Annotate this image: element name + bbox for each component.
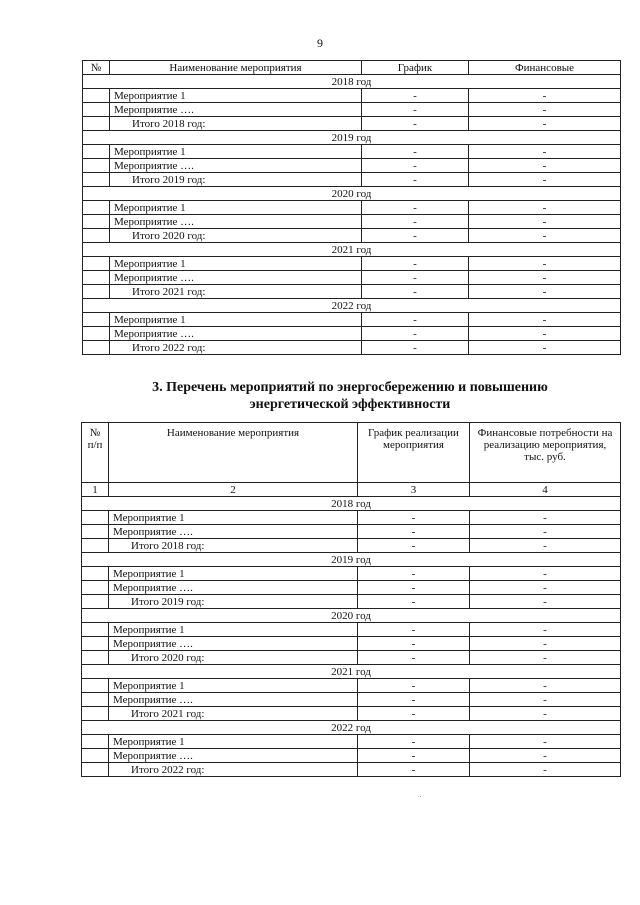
measure-name-cell: Итого 2018 год: [110,117,362,131]
measure-name-cell: Мероприятие 1 [110,201,362,215]
schedule-cell: - [358,735,470,749]
table-row [82,679,621,693]
page-number: 9 [317,36,323,50]
finance-cell: - [470,623,621,637]
schedule-cell: - [362,285,469,299]
year-label: 2018 год [82,497,621,511]
schedule-cell: - [362,341,469,355]
finance-cell: - [470,525,621,539]
finance-cell: - [470,763,621,777]
measure-name-cell: Мероприятие …. [110,159,362,173]
table-row [83,229,621,243]
measure-name-cell: Мероприятие 1 [110,145,362,159]
finance-cell: - [470,567,621,581]
year-row [83,243,621,257]
year-label: 2019 год [83,131,621,145]
schedule-cell: - [362,159,469,173]
table-row [82,735,621,749]
year-label: 2020 год [82,609,621,623]
finance-cell: - [470,637,621,651]
finance-cell: - [469,341,621,355]
col-number-2: 2 [109,483,358,497]
table-body [83,75,621,355]
col-name-header: Наименование мероприятия [110,61,362,75]
finance-cell: - [469,173,621,187]
row-number-cell [82,693,109,707]
schedule-cell: - [358,679,470,693]
measure-name-cell: Мероприятие 1 [109,623,358,637]
finance-cell: - [469,313,621,327]
col-finance-header: Финансовые [469,61,621,75]
finance-cell: - [469,89,621,103]
measure-name-cell: Итого 2022 год: [110,341,362,355]
measure-name-cell: Итого 2021 год: [110,285,362,299]
finance-cell: - [469,117,621,131]
row-number-cell [82,735,109,749]
measure-name-cell: Итого 2019 год: [109,595,358,609]
row-number-cell [83,271,110,285]
section-title-line1: 3. Перечень мероприятий по энергосбережению и повышению [152,380,548,395]
table-row [82,539,621,553]
schedule-cell: - [362,229,469,243]
table-row [83,341,621,355]
finance-cell: - [470,749,621,763]
finance-cell: - [469,145,621,159]
year-row [83,299,621,313]
finance-cell: - [470,511,621,525]
year-row [82,721,621,735]
row-number-cell [82,525,109,539]
measure-name-cell: Мероприятие …. [110,103,362,117]
row-number-cell [83,313,110,327]
table-row [82,581,621,595]
finance-cell: - [470,651,621,665]
table-row [83,313,621,327]
year-label: 2020 год [83,187,621,201]
finance-cell: - [470,693,621,707]
finance-cell: - [469,103,621,117]
scan-speck [420,796,421,797]
schedule-cell: - [358,707,470,721]
table-body [82,497,621,777]
schedule-cell: - [362,89,469,103]
row-number-cell [83,257,110,271]
table-row [83,215,621,229]
row-number-cell [82,679,109,693]
schedule-cell: - [358,595,470,609]
table-row [83,271,621,285]
schedule-cell: - [362,201,469,215]
section-title-line2: энергетической эффективности [249,397,451,412]
schedule-cell: - [362,257,469,271]
year-row [83,131,621,145]
measure-name-cell: Мероприятие …. [109,637,358,651]
energy-measures-table [81,422,621,777]
finance-cell: - [469,229,621,243]
measure-name-cell: Мероприятие 1 [110,313,362,327]
row-number-cell [82,651,109,665]
col-schedule-header: График реализации мероприятия [358,423,470,483]
finance-cell: - [469,257,621,271]
row-number-cell [83,215,110,229]
section-title [0,379,640,413]
measure-name-cell: Мероприятие 1 [109,679,358,693]
year-label: 2018 год [83,75,621,89]
schedule-cell: - [358,525,470,539]
schedule-cell: - [358,749,470,763]
measure-name-cell: Мероприятие 1 [109,735,358,749]
finance-cell: - [469,327,621,341]
measure-name-cell: Мероприятие …. [109,693,358,707]
measure-name-cell: Итого 2020 год: [109,651,358,665]
row-number-cell [83,117,110,131]
row-number-cell [83,89,110,103]
schedule-cell: - [358,693,470,707]
finance-cell: - [470,735,621,749]
measure-name-cell: Мероприятие 1 [109,511,358,525]
row-number-cell [83,159,110,173]
schedule-cell: - [362,173,469,187]
finance-cell: - [470,707,621,721]
schedule-cell: - [362,327,469,341]
table-row [82,763,621,777]
col-number-1: 1 [82,483,109,497]
measure-name-cell: Итого 2021 год: [109,707,358,721]
schedule-cell: - [358,567,470,581]
row-number-cell [83,229,110,243]
table-row [83,159,621,173]
row-number-cell [83,201,110,215]
row-number-cell [82,749,109,763]
row-number-cell [83,173,110,187]
schedule-cell: - [358,623,470,637]
table-header-row [83,61,621,75]
schedule-cell: - [362,117,469,131]
table-row [83,173,621,187]
row-number-cell [82,539,109,553]
table-row [82,511,621,525]
measure-name-cell: Итого 2018 год: [109,539,358,553]
col-schedule-header: График [362,61,469,75]
measure-name-cell: Мероприятие …. [110,215,362,229]
measure-name-cell: Итого 2019 год: [110,173,362,187]
schedule-cell: - [358,763,470,777]
measure-name-cell: Мероприятие …. [110,327,362,341]
row-number-cell [82,595,109,609]
year-label: 2022 год [82,721,621,735]
row-number-cell [82,511,109,525]
finance-cell: - [469,201,621,215]
row-number-cell [82,581,109,595]
measure-name-cell: Мероприятие 1 [110,257,362,271]
table-row [82,637,621,651]
year-label: 2021 год [82,665,621,679]
measure-name-cell: Мероприятие 1 [109,567,358,581]
finance-cell: - [470,539,621,553]
table-row [82,623,621,637]
schedule-cell: - [362,103,469,117]
measure-name-cell: Мероприятие …. [110,271,362,285]
table-header-row [82,423,621,483]
year-row [82,497,621,511]
schedule-cell: - [362,145,469,159]
table-row [83,285,621,299]
row-number-cell [83,327,110,341]
measure-name-cell: Итого 2022 год: [109,763,358,777]
table-row [82,595,621,609]
schedule-cell: - [358,539,470,553]
year-label: 2019 год [82,553,621,567]
col-finance-header: Финансовые потребности на реализацию мероприятия, тыс. руб. [470,423,621,483]
finance-cell: - [470,595,621,609]
col-number-header: № п/п [82,423,109,483]
row-number-cell [82,763,109,777]
measure-name-cell: Мероприятие …. [109,525,358,539]
measure-name-cell: Мероприятие …. [109,749,358,763]
year-row [83,187,621,201]
schedule-cell: - [358,651,470,665]
table-row [83,89,621,103]
column-numbers-row [82,483,621,497]
table-row [82,525,621,539]
finance-cell: - [470,581,621,595]
finance-cell: - [469,271,621,285]
table-row [83,145,621,159]
col-name-header: Наименование мероприятия [109,423,358,483]
schedule-cell: - [358,637,470,651]
year-row [83,75,621,89]
measure-name-cell: Итого 2020 год: [110,229,362,243]
table-row [82,707,621,721]
table-row [83,117,621,131]
col-number-4: 4 [470,483,621,497]
row-number-cell [82,707,109,721]
table-row [82,651,621,665]
schedule-cell: - [362,313,469,327]
year-row [82,609,621,623]
year-row [82,553,621,567]
measures-table-continued [82,60,621,355]
year-label: 2021 год [83,243,621,257]
finance-cell: - [469,215,621,229]
schedule-cell: - [362,215,469,229]
col-number-3: 3 [358,483,470,497]
finance-cell: - [469,285,621,299]
row-number-cell [83,341,110,355]
table-row [82,693,621,707]
year-label: 2022 год [83,299,621,313]
table-row [82,749,621,763]
table-row [83,327,621,341]
year-row [82,665,621,679]
measure-name-cell: Мероприятие 1 [110,89,362,103]
row-number-cell [82,567,109,581]
finance-cell: - [469,159,621,173]
schedule-cell: - [358,511,470,525]
row-number-cell [83,103,110,117]
table-row [83,257,621,271]
table-row [82,567,621,581]
row-number-cell [83,285,110,299]
table-row [83,103,621,117]
schedule-cell: - [362,271,469,285]
row-number-cell [82,637,109,651]
row-number-cell [82,623,109,637]
col-number-header: № [83,61,110,75]
row-number-cell [83,145,110,159]
finance-cell: - [470,679,621,693]
measure-name-cell: Мероприятие …. [109,581,358,595]
schedule-cell: - [358,581,470,595]
table-row [83,201,621,215]
